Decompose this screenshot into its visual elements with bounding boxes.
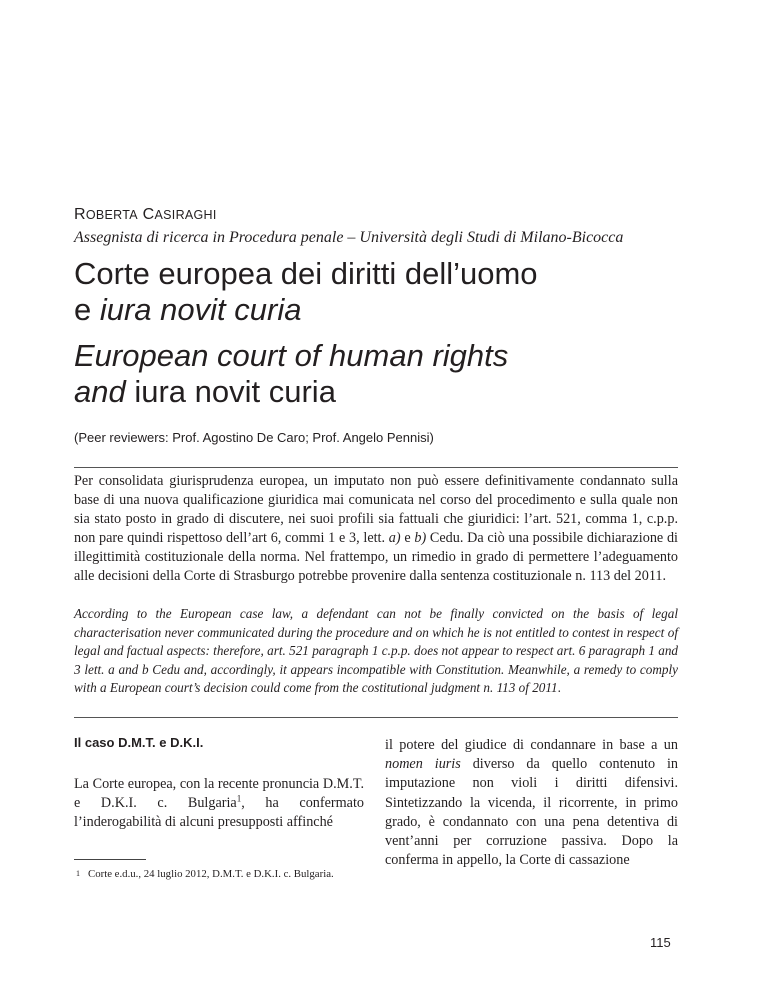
right-column <box>385 736 678 870</box>
left-column <box>74 735 364 833</box>
abstract-english <box>74 605 678 698</box>
author-first-rest: OBERTA <box>85 208 138 222</box>
title-italian-line2-prefix: e <box>74 292 100 327</box>
title-english-line2 <box>74 374 508 410</box>
title-english <box>74 338 508 410</box>
author-affiliation: Assegnista di ricerca in Procedura penale – Università degli Studi di Milano-Bicocca <box>74 229 624 246</box>
right-para-text1: il potere del giudice di condannare in base a un <box>385 737 678 753</box>
right-column-paragraph <box>385 736 678 870</box>
author-first-initial: R <box>74 206 86 223</box>
abstract-english-part1: According to the European case law, a defendant can not be finally convicted on the basis of legal characterisation never communicated during the procedure and on which he is not entitled to contest in respect of legal and factual aspects: therefore, art. 521 paragraph 1 c.p.p. does not appear to respect art. 6 paragraph 1 and 3 lett. a and b Cedu and, accordingly, it appears incompatible with Constitution. Meanwhile, a remedy to comply with a European court’s decision could come from the costitutional judgment n. 113 of 2011 <box>74 606 679 696</box>
title-italian-line1: Corte europea dei diritti dell’uomo <box>74 256 538 291</box>
left-para-text2: , ha confermato l’inderogabilità di alcuni presupposti affinché <box>74 795 364 831</box>
abstract-english-end: . <box>557 680 561 696</box>
footnote-text: Corte e.d.u., 24 luglio 2012, D.M.T. e D.K.I. c. Bulgaria. <box>88 868 334 880</box>
page-number: 115 <box>650 935 671 950</box>
title-english-line2-suffix: iura novit curia <box>125 374 336 409</box>
title-italian-line2-italic: iura novit curia <box>99 292 302 327</box>
abstract-top-rule <box>74 467 678 468</box>
footnote-reference[interactable]: 1 <box>236 793 242 804</box>
abstract-italian-part1: Per consolidata giurisprudenza europea, un imputato non può essere definitivamente condannato sulla base di una nuova qualificazione giuridica mai comunicata nel corso del procedimento e sulla quale non sia stato posto in grado di discutere, nei suoi profili sia fattuali che giuridici: l’art. 521, comma 1, c.p.p. non pare quindi rispettoso dell’art 6, commi 1 e 3, lett. <box>74 473 678 546</box>
right-para-italic: nomen iuris <box>385 756 461 773</box>
footnote: 1 Corte e.d.u., 24 luglio 2012, D.M.T. e D.K.I. c. Bulgaria. <box>76 868 334 880</box>
abstract-italian <box>74 472 678 586</box>
right-para-text2: diverso da quello contenuto in imputazione non violi i diritti difensivi. Sintetizzando la vicenda, il ricorrente, in primo grado, è condannato con una pena detentiva di vent’anni per corruzione passiva. Dopo la conferma in appello, la Corte di cassazione <box>385 756 679 869</box>
section-heading: Il caso D.M.T. e D.K.I. <box>74 735 204 750</box>
peer-reviewers: (Peer reviewers: Prof. Agostino De Caro; Prof. Angelo Pennisi) <box>74 430 434 445</box>
title-english-line2-italic: and <box>74 374 126 409</box>
abstract-italian-italic-b: b) <box>414 530 427 546</box>
abstract-italian-italic-a: a) <box>388 530 401 546</box>
abstract-italian-part2: Cedu. Da ciò una possibile dichiarazione di illegittimità costituzionale della norma. Nel frattempo, un rimedio in grado di permettere l’adeguamento alle decisioni della Corte di Strasburgo potrebbe provenire dalla sentenza costituzionale n. 113 del 2011. <box>74 530 678 584</box>
footnote-rule <box>74 859 146 860</box>
abstract-bottom-rule <box>74 717 678 718</box>
title-italian-line2 <box>74 292 538 328</box>
left-column-paragraph <box>74 775 364 833</box>
author-name <box>74 206 217 224</box>
author-last-rest: ASIRAGHI <box>154 208 217 222</box>
left-para-text1: La Corte europea, con la recente pronuncia D.M.T. e D.K.I. c. Bulgaria <box>74 776 364 812</box>
title-english-line1: European court of human rights <box>74 338 509 373</box>
author-last-initial: C <box>142 206 155 223</box>
abstract-italian-mid: e <box>400 530 415 546</box>
title-italian <box>74 256 538 328</box>
